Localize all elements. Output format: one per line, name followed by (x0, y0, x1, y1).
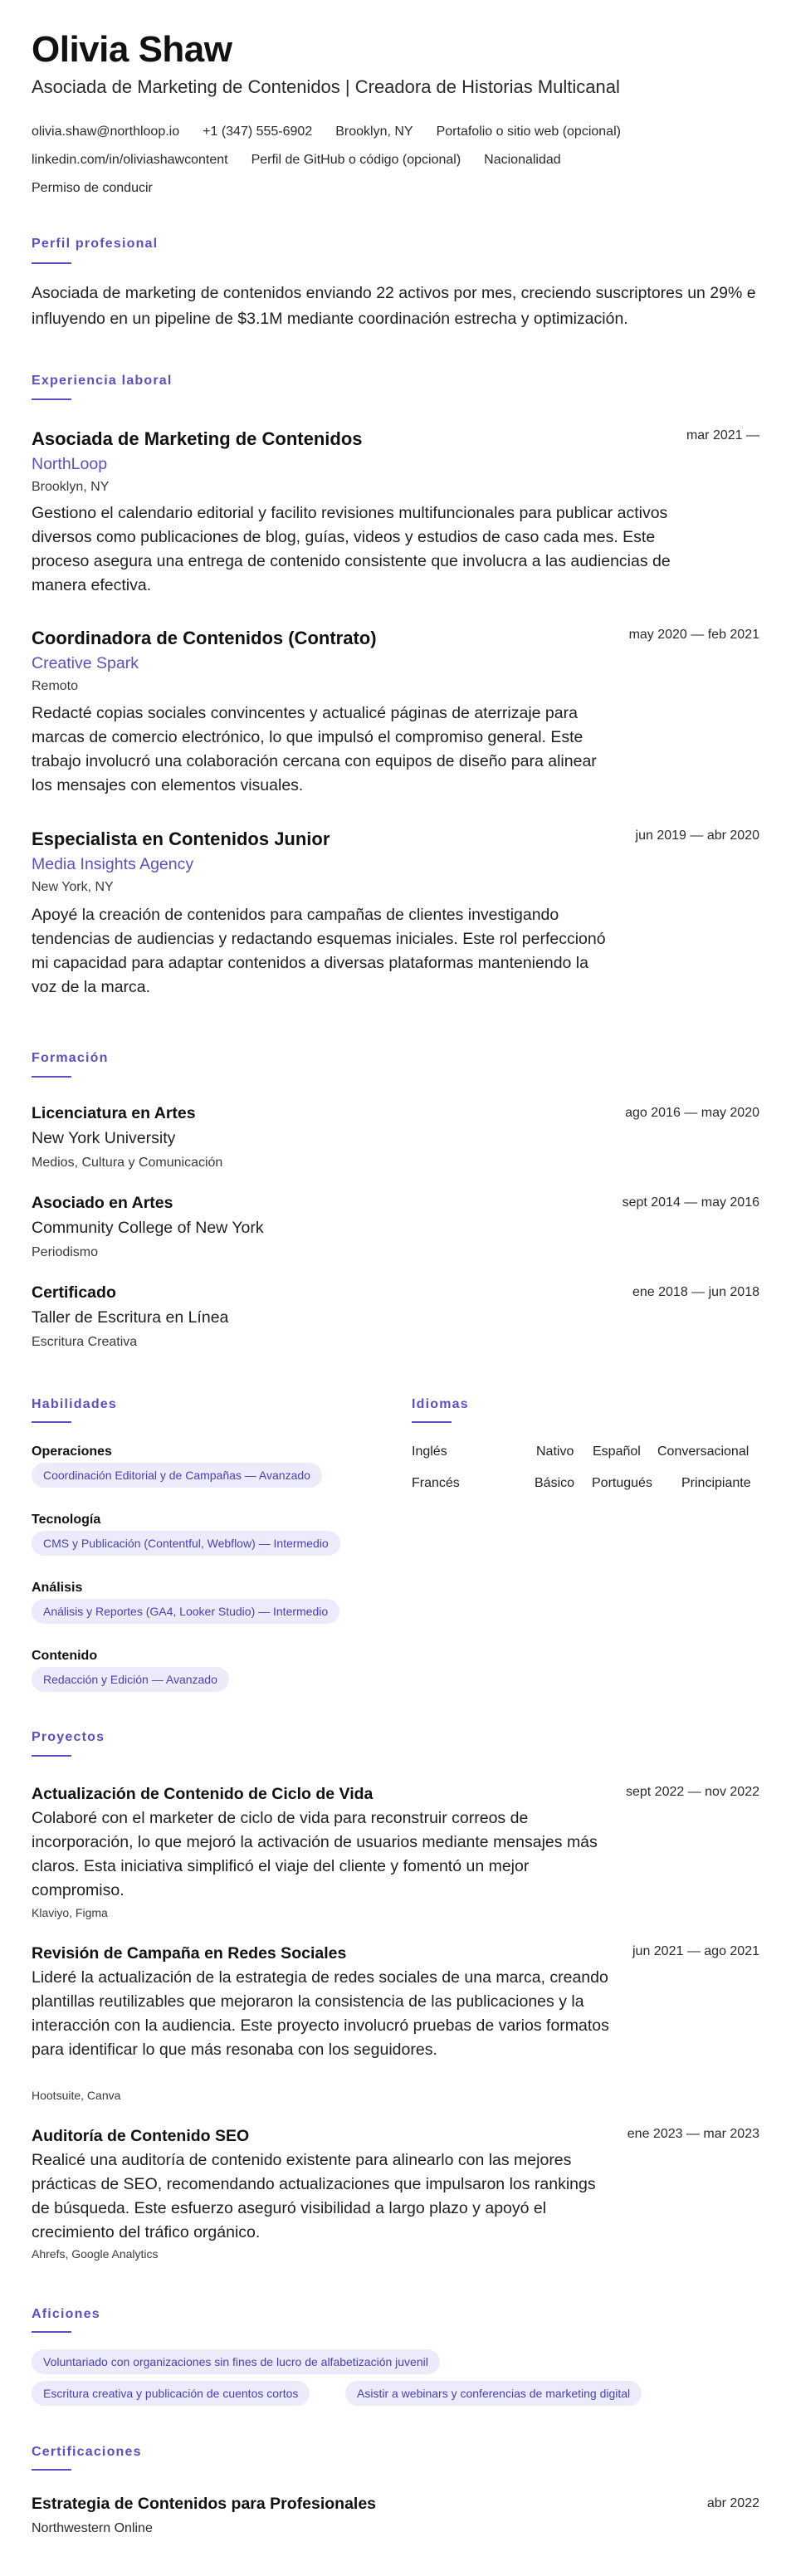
section-divider (412, 1421, 452, 1423)
education-dates: sept 2014 — may 2016 (622, 1195, 759, 1210)
section-title-education: Formación (32, 1051, 109, 1065)
job-company[interactable]: Media Insights Agency (32, 855, 194, 873)
hobby-tag: Asistir a webinars y conferencias de marketing digital (345, 2381, 642, 2406)
contact-email[interactable]: olivia.shaw@northloop.io (32, 125, 180, 139)
section-divider (32, 2469, 71, 2471)
job-title: Asociada de Marketing de Contenidos (32, 428, 363, 449)
job-dates: mar 2021 — (686, 428, 759, 442)
skill-category: Tecnología (32, 1513, 101, 1527)
education-dates: ago 2016 — may 2020 (625, 1106, 759, 1120)
skill-category: Análisis (32, 1581, 83, 1595)
job-title: Especialista en Contenidos Junior (32, 829, 330, 849)
job-description: Gestiono el calendario editorial y facilito revisiones multifuncionales para publicar activos diversos como publicaciones de blog, guías, videos y estudios de caso cada mes. Este proceso asegura una entrega de contenido consistente que involucra a las audiencias de manera efectiva. (32, 504, 671, 594)
language-level: Nativo (536, 1444, 574, 1459)
section-title-certifications: Certificaciones (32, 2445, 142, 2459)
project-description: Realicé una auditoría de contenido existente para alinearlo con las mejores prácticas de SEO, recomendando actualizaciones que impulsaron los rankings de búsqueda. Este esfuerzo aseguró visibilidad a largo plazo y apoyó el crecimiento del tráfico orgánico. (32, 2151, 596, 2241)
project-dates: ene 2023 — mar 2023 (627, 2127, 759, 2141)
education-degree: Licenciatura en Artes (32, 1104, 196, 1122)
project-description: Colaboré con el marketer de ciclo de vida para reconstruir correos de incorporación, lo que mejoró la activación de usuarios mediante mensajes más claros. Esta iniciativa simplificó el viaje del cliente y fomentó un mejor compromiso. (32, 1809, 598, 1899)
skill-tag: Análisis y Reportes (GA4, Looker Studio) — Intermedio (32, 1599, 339, 1624)
education-institution: Community College of New York (32, 1219, 264, 1237)
contact-linkedin[interactable]: linkedin.com/in/oliviashawcontent (32, 153, 228, 167)
education-field: Periodismo (32, 1245, 99, 1259)
education-field: Medios, Cultura y Comunicación (32, 1156, 223, 1170)
project-dates: jun 2021 — ago 2021 (632, 1944, 759, 1958)
skill-tag: Redacción y Edición — Avanzado (32, 1667, 229, 1692)
contact-nationality: Nacionalidad (484, 153, 561, 167)
candidate-name: Olivia Shaw (32, 29, 232, 70)
section-divider (32, 1076, 71, 1078)
job-location: Remoto (32, 679, 79, 693)
education-degree: Asociado en Artes (32, 1194, 173, 1212)
language-name: Portugués (592, 1476, 652, 1490)
certification-issuer: Northwestern Online (32, 2521, 153, 2535)
job-location: New York, NY (32, 880, 114, 894)
contact-portfolio[interactable]: Portafolio o sitio web (opcional) (436, 125, 621, 139)
education-field: Escritura Creativa (32, 1335, 138, 1349)
contact-phone[interactable]: +1 (347) 555-6902 (203, 125, 313, 139)
project-description: Lideré la actualización de la estrategia de redes sociales de una marca, creando plantillas reutilizables que mejoraron la consistencia de las publicaciones y la interacción con la audiencia. Este proyecto involucró pruebas de varios formatos para identificar lo que más resonaba con los seguidores. (32, 1968, 609, 2059)
contact-list (32, 118, 759, 203)
education-institution: Taller de Escritura en Línea (32, 1308, 229, 1327)
language-name: Inglés (412, 1444, 447, 1459)
job-location: Brooklyn, NY (32, 480, 110, 494)
project-tools: Klaviyo, Figma (32, 1906, 108, 1919)
section-title-experience: Experiencia laboral (32, 374, 173, 388)
section-title-hobbies: Aficiones (32, 2307, 100, 2321)
contact-location: Brooklyn, NY (335, 125, 413, 139)
project-tools: Ahrefs, Google Analytics (32, 2247, 159, 2261)
section-divider (32, 398, 71, 400)
project-title: Actualización de Contenido de Ciclo de Vida (32, 1785, 374, 1803)
section-title-skills: Habilidades (32, 1397, 118, 1411)
summary-text: Asociada de marketing de contenidos enviando 22 activos por mes, creciendo suscriptores un 29% e influyendo en un pipeline de $3.1M mediante coordinación estrecha y optimización. (32, 284, 756, 328)
job-description: Redacté copias sociales convincentes y actualicé páginas de aterrizaje para marcas de comercio electrónico, lo que impulsó el compromiso general. Este trabajo involucró una colaboración cercana con equipos de diseño para alinear los mensajes con elementos visuales. (32, 704, 597, 794)
section-divider (32, 2331, 71, 2333)
job-dates: may 2020 — feb 2021 (628, 628, 759, 642)
contact-license: Permiso de conducir (32, 181, 153, 195)
hobby-tag: Escritura creativa y publicación de cuentos cortos (32, 2381, 310, 2406)
job-company[interactable]: Creative Spark (32, 654, 139, 672)
certification-title: Estrategia de Contenidos para Profesionales (32, 2495, 377, 2513)
skill-tag: Coordinación Editorial y de Campañas — Avanzado (32, 1463, 322, 1488)
job-description: Apoyé la creación de contenidos para campañas de clientes investigando tendencias de audiencias y redactando esquemas iniciales. Este rol perfeccionó mi capacidad para adaptar contenidos a diversas plataformas manteniendo la voz de la marca. (32, 906, 606, 996)
language-level: Conversacional (657, 1444, 749, 1459)
skill-tag: CMS y Publicación (Contentful, Webflow) — Intermedio (32, 1531, 340, 1556)
section-divider (32, 1421, 71, 1423)
education-degree: Certificado (32, 1283, 116, 1302)
project-tools: Hootsuite, Canva (32, 2089, 121, 2102)
skill-category: Operaciones (32, 1444, 112, 1459)
certification-date: abr 2022 (706, 2496, 759, 2510)
language-name: Español (593, 1444, 641, 1459)
skill-category: Contenido (32, 1649, 98, 1663)
job-dates: jun 2019 — abr 2020 (635, 829, 759, 843)
section-divider (32, 262, 71, 264)
headline: Asociada de Marketing de Contenidos | Creadora de Historias Multicanal (32, 76, 620, 97)
hobby-tag: Voluntariado con organizaciones sin fines de lucro de alfabetización juvenil (32, 2349, 440, 2374)
job-company[interactable]: NorthLoop (32, 455, 108, 473)
section-title-projects: Proyectos (32, 1730, 105, 1744)
project-dates: sept 2022 — nov 2022 (625, 1785, 759, 1799)
language-level: Básico (535, 1476, 575, 1490)
education-institution: New York University (32, 1129, 176, 1147)
project-title: Auditoría de Contenido SEO (32, 2127, 250, 2145)
project-title: Revisión de Campaña en Redes Sociales (32, 1944, 347, 1963)
job-title: Coordinadora de Contenidos (Contrato) (32, 628, 377, 648)
contact-github[interactable]: Perfil de GitHub o código (opcional) (251, 153, 461, 167)
language-name: Francés (412, 1476, 460, 1490)
section-title-summary: Perfil profesional (32, 237, 159, 251)
section-divider (32, 1755, 71, 1757)
language-level: Principiante (681, 1476, 751, 1490)
section-title-languages: Idiomas (412, 1397, 469, 1411)
education-dates: ene 2018 — jun 2018 (632, 1285, 759, 1299)
